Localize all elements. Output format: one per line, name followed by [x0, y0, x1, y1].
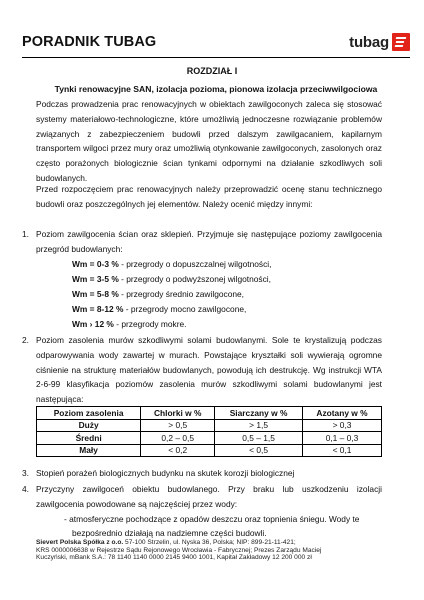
- section-subtitle: Tynki renowacyjne SAN, izolacja pozioma, pionowa izolacja przeciwwilgociowa: [54, 84, 378, 94]
- footer-address: 57-100 Strzelin, ul. Nyska 36, Polska; NIP: 899-21-11-421;: [123, 539, 296, 546]
- salinity-table: [36, 406, 382, 457]
- header-rule: [22, 57, 410, 58]
- sublist-item: bezpośrednio działają na nadziemne części budowli.: [72, 528, 267, 538]
- table-row: Duży > 0,5 > 1,5 > 0,3: [37, 419, 382, 432]
- list-number: 1.: [22, 229, 29, 239]
- moisture-level: Wm = 5-8 % - przegrody średnio zawilgocone,: [72, 289, 245, 299]
- document-title: PORADNIK TUBAG: [22, 34, 157, 50]
- chapter-heading: ROZDZIAŁ I: [186, 66, 238, 76]
- list-number: 4.: [22, 484, 29, 494]
- page-footer: [36, 539, 396, 562]
- list-text: Poziom zasolenia murów szkodliwymi solami budowlanymi. Sole te krystalizują podczas odparowywania wody zawartej w murach. Powstające kryształki soli wywierają ogromne ciśnienie na strukturę materiałów budowlanych, powodują ich destrukcję. Wg instrukcji WTA 2-6-99 klasyfikacja poziomów zasolenia murów szkodliwymi solami budowlanymi jest następująca:: [36, 335, 382, 405]
- list-text: Poziom zawilgocenia ścian oraz sklepień. Przyjmuje się następujące poziomy zawilgocenia przegród budowlanych:: [36, 229, 382, 254]
- list-item: [22, 466, 382, 481]
- tubag-logo: [349, 32, 410, 52]
- moisture-level: Wm › 12 % - przegrody mokre.: [72, 319, 187, 329]
- footer-line: Kuczyński, mBank S.A.: 78 1140 1140 0000 2145 9400 1001, Kapitał Zakładowy 12 200 000 zł: [36, 554, 312, 561]
- intro-paragraph: Podczas prowadzenia prac renowacyjnych w obiektach zawilgoconych zaleca się stosować systemy materiałowo-technologiczne, które umożliwią jednoczesne rozwiązanie problemów związanych z zabezpieczeniem budowli przed dalszym zawilgacaniem, kapilarnym transportem wilgoci przez mury oraz umożliwią otynkowanie zawilgoconych, zasolonych oraz często porażonych biologicznie ścian tynkami odpornymi na działanie szkodliwych soli budowlanych.: [36, 99, 382, 183]
- list-number: 2.: [22, 335, 29, 345]
- moisture-level: Wm = 8-12 % - przegrody mocno zawilgocone,: [72, 304, 247, 314]
- assessment-paragraph: Przed rozpoczęciem prac renowacyjnych należy przeprowadzić ocenę stanu technicznego budowli oraz poszczególnych jej elementów. Należy ocenić między innymi:: [36, 184, 382, 209]
- table-header: Azotany w %: [303, 407, 382, 420]
- footer-company: Sievert Polska Spółka z o.o.: [36, 539, 124, 546]
- table-row: Średni 0,2 – 0,5 0,5 – 1,5 0,1 – 0,3: [37, 432, 382, 445]
- list-item: [22, 333, 382, 407]
- list-item: [22, 482, 382, 512]
- table-header: Siarczany w %: [215, 407, 303, 420]
- logo-text: tubag: [349, 33, 389, 51]
- table-header: Poziom zasolenia: [37, 407, 141, 420]
- moisture-level: Wm = 3-5 % - przegrody o podwyższonej wilgotności,: [72, 274, 271, 284]
- page-header: [22, 34, 410, 58]
- list-text: Przyczyny zawilgoceń obiektu budowlanego. Przy braku lub uszkodzeniu izolacji zawilgocenia powodowane są najczęściej przez wody:: [36, 484, 382, 509]
- list-text: Stopień porażeń biologicznych budynku na skutek korozji biologicznej: [36, 468, 295, 478]
- table-header-row: [37, 407, 382, 420]
- table-header: Chlorki w %: [141, 407, 215, 420]
- list-number: 3.: [22, 468, 29, 478]
- table-row: Mały < 0,2 < 0,5 < 0,1: [37, 444, 382, 457]
- logo-mark-icon: [392, 33, 410, 51]
- list-item: [22, 227, 382, 257]
- footer-line: KRS 0000006638 w Rejestrze Sądu Rejonowego Wrocławia - Fabrycznej; Prezes Zarządu Maciej: [36, 546, 322, 554]
- sublist-item: - atmosferyczne pochodzące z opadów deszczu oraz topnienia śniegu. Wody te: [64, 514, 360, 524]
- moisture-level: Wm = 0-3 % - przegrody o dopuszczalnej wilgotności,: [72, 259, 272, 269]
